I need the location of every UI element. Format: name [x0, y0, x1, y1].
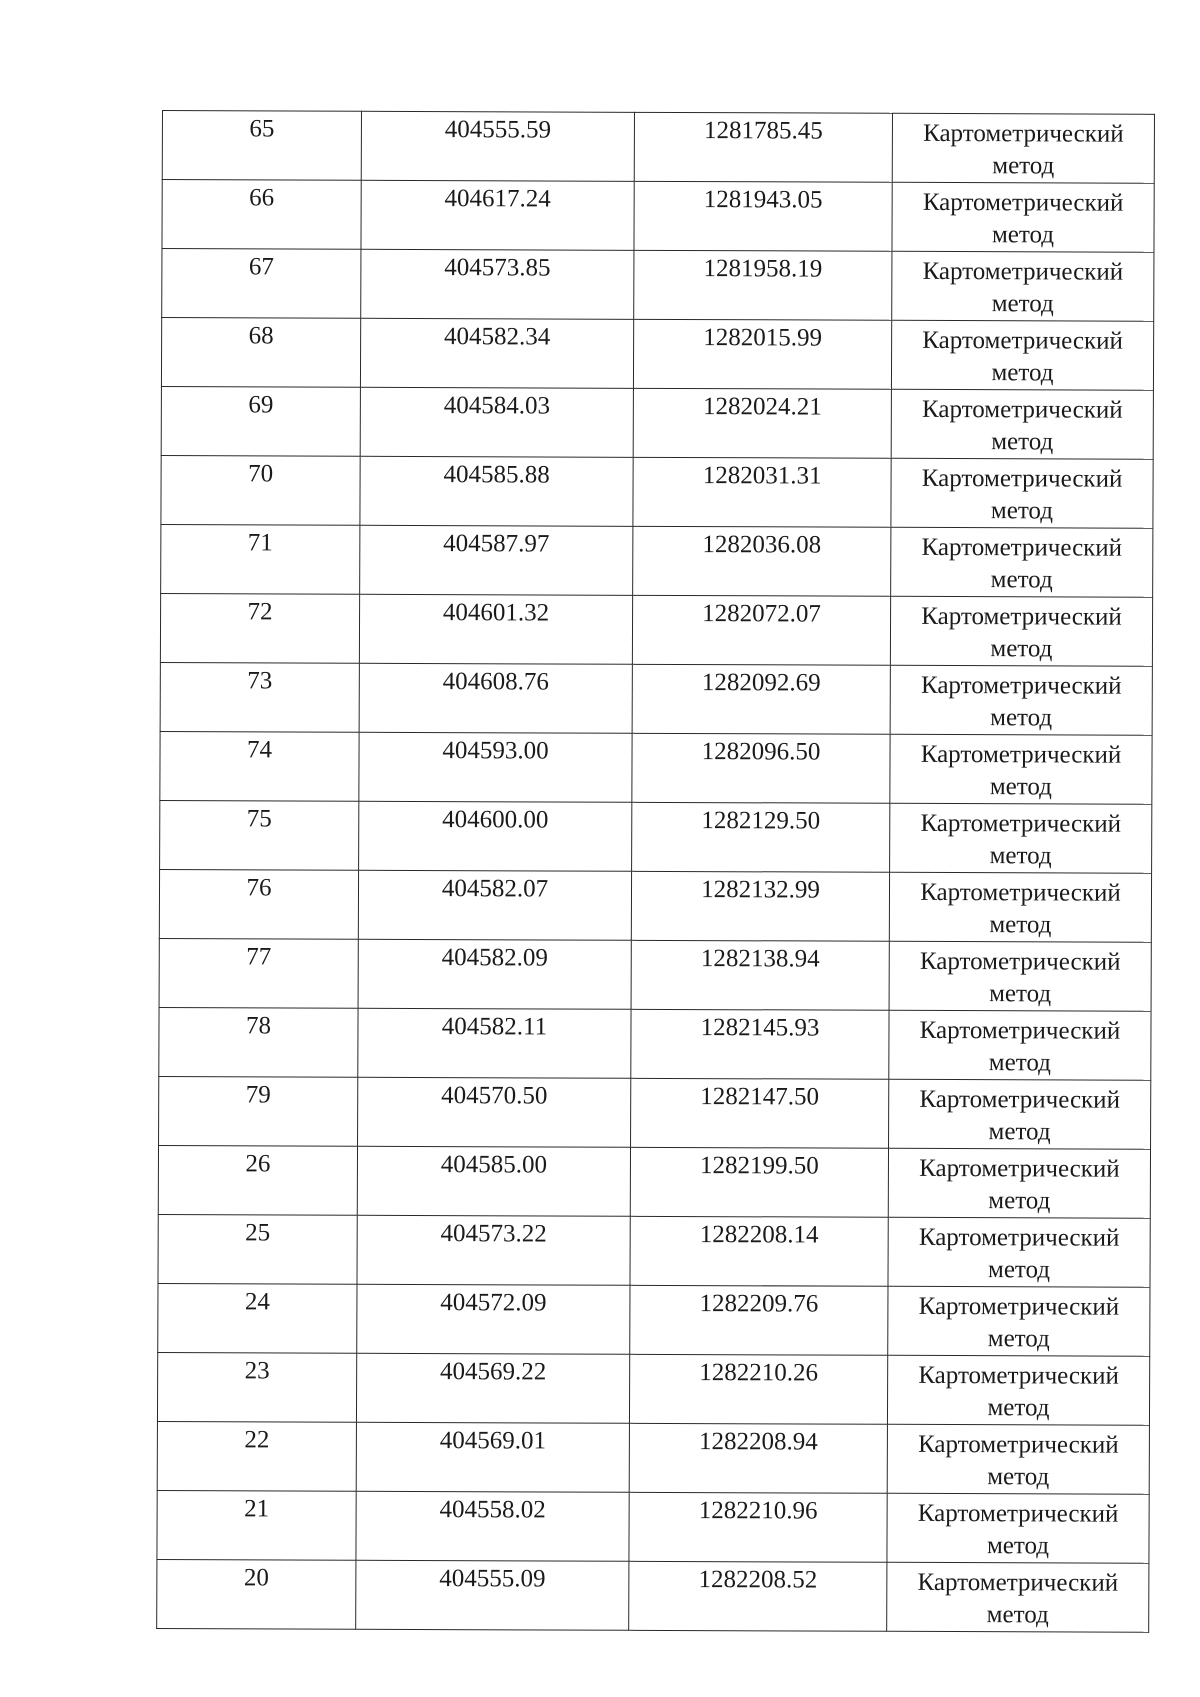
y-coordinate-cell-text: 1282145.93 [700, 1014, 820, 1042]
x-coordinate-cell [359, 663, 632, 733]
y-coordinate-cell-text: 1282024.21 [702, 393, 822, 421]
y-coordinate-cell-text: 1282209.76 [699, 1290, 819, 1318]
method-cell [890, 596, 1152, 666]
x-coordinate-cell [359, 801, 632, 871]
point-number-cell [158, 1283, 357, 1353]
x-coordinate-cell-text: 404558.02 [439, 1496, 546, 1524]
method-cell-text: Картометрический метод [919, 947, 1121, 1008]
table-row [159, 1076, 1151, 1149]
table-row [159, 1007, 1151, 1080]
method-cell-text: Картометрический метод [922, 257, 1124, 318]
y-coordinate-cell-text: 1281943.05 [703, 186, 823, 214]
point-number-cell [157, 1352, 356, 1422]
y-coordinate-cell [632, 802, 890, 872]
point-number-cell-text: 72 [247, 598, 273, 626]
y-coordinate-cell-text: 1282138.94 [700, 945, 820, 973]
method-cell [891, 527, 1153, 597]
point-number-cell [160, 593, 359, 663]
x-coordinate-cell [358, 1077, 631, 1147]
x-coordinate-cell-text: 404555.09 [439, 1565, 546, 1593]
x-coordinate-cell [360, 318, 633, 388]
method-cell-text: Картометрический метод [920, 809, 1122, 870]
y-coordinate-cell [629, 1492, 887, 1562]
y-coordinate-cell [633, 457, 891, 527]
x-coordinate-cell-text: 404585.00 [440, 1151, 548, 1179]
y-coordinate-cell [631, 940, 889, 1010]
point-number-cell-text: 21 [244, 1495, 270, 1523]
table-row [159, 938, 1151, 1011]
y-coordinate-cell [629, 1423, 887, 1493]
x-coordinate-cell [357, 1146, 630, 1216]
method-cell [888, 1217, 1150, 1287]
y-coordinate-cell [631, 871, 889, 941]
x-coordinate-cell [360, 456, 633, 526]
x-coordinate-cell [356, 1491, 629, 1561]
table-row [158, 1145, 1150, 1218]
point-number-cell-text: 67 [248, 253, 274, 281]
x-coordinate-cell-text: 404582.11 [441, 1013, 548, 1041]
x-coordinate-cell [360, 525, 633, 595]
x-coordinate-cell-text: 404587.97 [443, 530, 550, 558]
method-cell [889, 872, 1151, 942]
y-coordinate-cell-text: 1282208.94 [698, 1428, 818, 1456]
y-coordinate-cell-text: 1282129.50 [701, 807, 821, 835]
method-cell [889, 941, 1151, 1011]
x-coordinate-cell [358, 1008, 631, 1078]
x-coordinate-cell-text: 404570.50 [441, 1082, 548, 1110]
point-number-cell-text: 22 [244, 1426, 270, 1454]
method-cell [892, 182, 1154, 252]
x-coordinate-cell [361, 249, 634, 319]
method-cell-text: Картометрический метод [918, 1361, 1119, 1422]
y-coordinate-cell [629, 1561, 887, 1631]
method-cell-text: Картометрический метод [922, 326, 1123, 387]
y-coordinate-cell-text: 1282132.99 [701, 876, 820, 904]
table-row [157, 1490, 1149, 1563]
method-cell [889, 1079, 1151, 1149]
table-row [157, 1559, 1149, 1632]
y-coordinate-cell-text: 1282072.07 [702, 600, 821, 628]
point-number-cell [159, 938, 358, 1008]
method-cell [887, 1493, 1149, 1563]
table-row [161, 318, 1153, 391]
point-number-cell-text: 26 [245, 1150, 271, 1178]
point-number-cell-text: 70 [248, 460, 274, 488]
y-coordinate-cell-text: 1282208.14 [699, 1221, 819, 1249]
table-row [158, 1214, 1150, 1287]
y-coordinate-cell [630, 1285, 888, 1355]
method-cell [891, 320, 1153, 390]
method-cell [890, 665, 1152, 735]
point-number-cell [160, 662, 359, 732]
method-cell-text: Картометрический метод [920, 740, 1122, 801]
method-cell [887, 1355, 1149, 1425]
point-number-cell [162, 111, 361, 181]
point-number-cell [161, 386, 360, 456]
y-coordinate-cell-text: 1282031.31 [702, 462, 822, 490]
point-number-cell [160, 731, 359, 801]
method-cell-text: Картометрический метод [921, 533, 1123, 594]
y-coordinate-cell-text: 1282015.99 [703, 324, 823, 352]
table-row [158, 1283, 1150, 1356]
y-coordinate-cell [630, 1216, 888, 1286]
point-number-cell-text: 65 [249, 115, 275, 143]
y-coordinate-cell [633, 319, 891, 389]
y-coordinate-cell-text: 1282208.52 [698, 1566, 818, 1594]
y-coordinate-cell-text: 1282036.08 [702, 531, 822, 559]
y-coordinate-cell-text: 1282210.96 [698, 1497, 818, 1525]
table-row [161, 524, 1153, 597]
point-number-cell [158, 1145, 357, 1215]
x-coordinate-cell [359, 594, 632, 664]
point-number-cell-text: 71 [247, 529, 273, 557]
method-cell-text: Картометрический метод [922, 395, 1123, 456]
point-number-cell-text: 23 [244, 1357, 270, 1385]
y-coordinate-cell [634, 112, 892, 182]
x-coordinate-cell-text: 404593.00 [442, 737, 549, 765]
x-coordinate-cell [356, 1353, 629, 1423]
point-number-cell [158, 1214, 357, 1284]
y-coordinate-cell [633, 388, 891, 458]
point-number-cell [157, 1490, 356, 1560]
point-number-cell-text: 75 [246, 805, 272, 833]
point-number-cell-text: 74 [246, 736, 273, 764]
point-number-cell-text: 79 [245, 1081, 271, 1109]
x-coordinate-cell [357, 1284, 630, 1354]
x-coordinate-cell [356, 1422, 629, 1492]
y-coordinate-cell [633, 526, 891, 596]
x-coordinate-cell-text: 404555.59 [444, 116, 552, 144]
method-cell-text: Картометрический метод [922, 188, 1124, 249]
point-number-cell [161, 318, 360, 388]
point-number-cell [159, 1076, 358, 1146]
method-cell [888, 1286, 1150, 1356]
method-cell-text: Картометрический метод [921, 602, 1122, 663]
point-number-cell-text: 76 [246, 874, 272, 902]
x-coordinate-cell-text: 404572.09 [440, 1289, 547, 1317]
method-cell [889, 1010, 1151, 1080]
y-coordinate-cell [630, 1147, 888, 1217]
point-number-cell [162, 180, 361, 250]
table-row [160, 731, 1152, 804]
x-coordinate-cell-text: 404582.09 [441, 944, 548, 972]
method-cell-text: Картометрический метод [921, 464, 1123, 525]
y-coordinate-cell-text: 1282199.50 [700, 1152, 819, 1180]
method-cell-text: Картометрический метод [923, 119, 1124, 180]
method-cell-text: Картометрический метод [917, 1499, 1119, 1560]
point-number-cell-text: 68 [248, 322, 274, 350]
table-row [162, 249, 1154, 322]
x-coordinate-cell-text: 404584.03 [443, 392, 551, 420]
x-coordinate-cell-text: 404582.34 [443, 323, 551, 351]
coordinates-table-body [157, 111, 1155, 1633]
y-coordinate-cell-text: 1282210.26 [699, 1359, 819, 1387]
coordinates-table [156, 110, 1155, 1633]
table-row [161, 386, 1153, 459]
table-row [162, 180, 1154, 253]
y-coordinate-cell [634, 181, 892, 251]
method-cell-text: Картометрический метод [919, 1016, 1121, 1077]
x-coordinate-cell [361, 111, 634, 181]
method-cell-text: Картометрический метод [920, 671, 1122, 732]
method-cell [892, 251, 1154, 321]
method-cell [892, 113, 1154, 183]
x-coordinate-cell-text: 404582.07 [441, 875, 549, 903]
y-coordinate-cell [632, 733, 890, 803]
method-cell-text: Картометрический метод [920, 878, 1121, 939]
y-coordinate-cell [629, 1354, 887, 1424]
method-cell [887, 1424, 1149, 1494]
point-number-cell [159, 869, 358, 939]
table-row [159, 869, 1151, 942]
x-coordinate-cell [357, 1215, 630, 1285]
x-coordinate-cell [361, 180, 634, 250]
point-number-cell-text: 73 [247, 667, 273, 695]
x-coordinate-cell [358, 870, 631, 940]
point-number-cell-text: 78 [245, 1012, 272, 1040]
x-coordinate-cell-text: 404573.85 [444, 254, 551, 282]
x-coordinate-cell-text: 404569.01 [439, 1427, 547, 1455]
x-coordinate-cell [359, 732, 632, 802]
method-cell-text: Картометрический метод [919, 1085, 1121, 1146]
method-cell-text: Картометрический метод [918, 1223, 1120, 1284]
method-cell-text: Картометрический метод [918, 1430, 1119, 1491]
x-coordinate-cell-text: 404573.22 [440, 1220, 547, 1248]
method-cell-text: Картометрический метод [918, 1292, 1120, 1353]
method-cell [891, 389, 1153, 459]
table-row [157, 1421, 1149, 1494]
y-coordinate-cell [632, 595, 890, 665]
point-number-cell-text: 77 [246, 943, 272, 971]
table-row [160, 662, 1152, 735]
method-cell-text: Картометрический метод [919, 1154, 1120, 1215]
y-coordinate-cell-text: 1281958.19 [703, 255, 823, 283]
x-coordinate-cell-text: 404608.76 [442, 668, 549, 696]
y-coordinate-cell-text: 1282092.69 [701, 669, 821, 697]
point-number-cell [162, 249, 361, 319]
x-coordinate-cell [356, 1560, 629, 1630]
method-cell [887, 1562, 1149, 1632]
x-coordinate-cell-text: 404600.00 [442, 806, 549, 834]
y-coordinate-cell [632, 664, 890, 734]
y-coordinate-cell [634, 250, 892, 320]
point-number-cell-text: 24 [244, 1288, 270, 1316]
y-coordinate-cell [631, 1009, 889, 1079]
point-number-cell-text: 66 [249, 184, 275, 212]
point-number-cell [159, 1007, 358, 1077]
x-coordinate-cell [360, 387, 633, 457]
table-row [157, 1352, 1149, 1425]
point-number-cell [160, 800, 359, 870]
y-coordinate-cell-text: 1282147.50 [700, 1083, 820, 1111]
point-number-cell-text: 20 [243, 1564, 269, 1592]
point-number-cell [157, 1559, 356, 1629]
method-cell [890, 803, 1152, 873]
y-coordinate-cell-text: 1281785.45 [703, 117, 823, 145]
table-row [160, 593, 1152, 666]
method-cell [888, 1148, 1150, 1218]
table-row [162, 111, 1154, 184]
y-coordinate-cell [631, 1078, 889, 1148]
method-cell-text: Картометрический метод [917, 1568, 1119, 1629]
point-number-cell-text: 69 [248, 391, 274, 419]
x-coordinate-cell [358, 939, 631, 1009]
x-coordinate-cell-text: 404585.88 [443, 461, 550, 489]
x-coordinate-cell-text: 404569.22 [439, 1358, 547, 1386]
point-number-cell [161, 524, 360, 594]
x-coordinate-cell-text: 404601.32 [442, 599, 550, 627]
point-number-cell-text: 25 [245, 1219, 271, 1247]
point-number-cell [157, 1421, 356, 1491]
method-cell [891, 458, 1153, 528]
method-cell [890, 734, 1152, 804]
x-coordinate-cell-text: 404617.24 [444, 185, 551, 213]
y-coordinate-cell-text: 1282096.50 [701, 738, 821, 766]
point-number-cell [161, 455, 360, 525]
table-row [160, 800, 1152, 873]
table-row [161, 455, 1153, 528]
